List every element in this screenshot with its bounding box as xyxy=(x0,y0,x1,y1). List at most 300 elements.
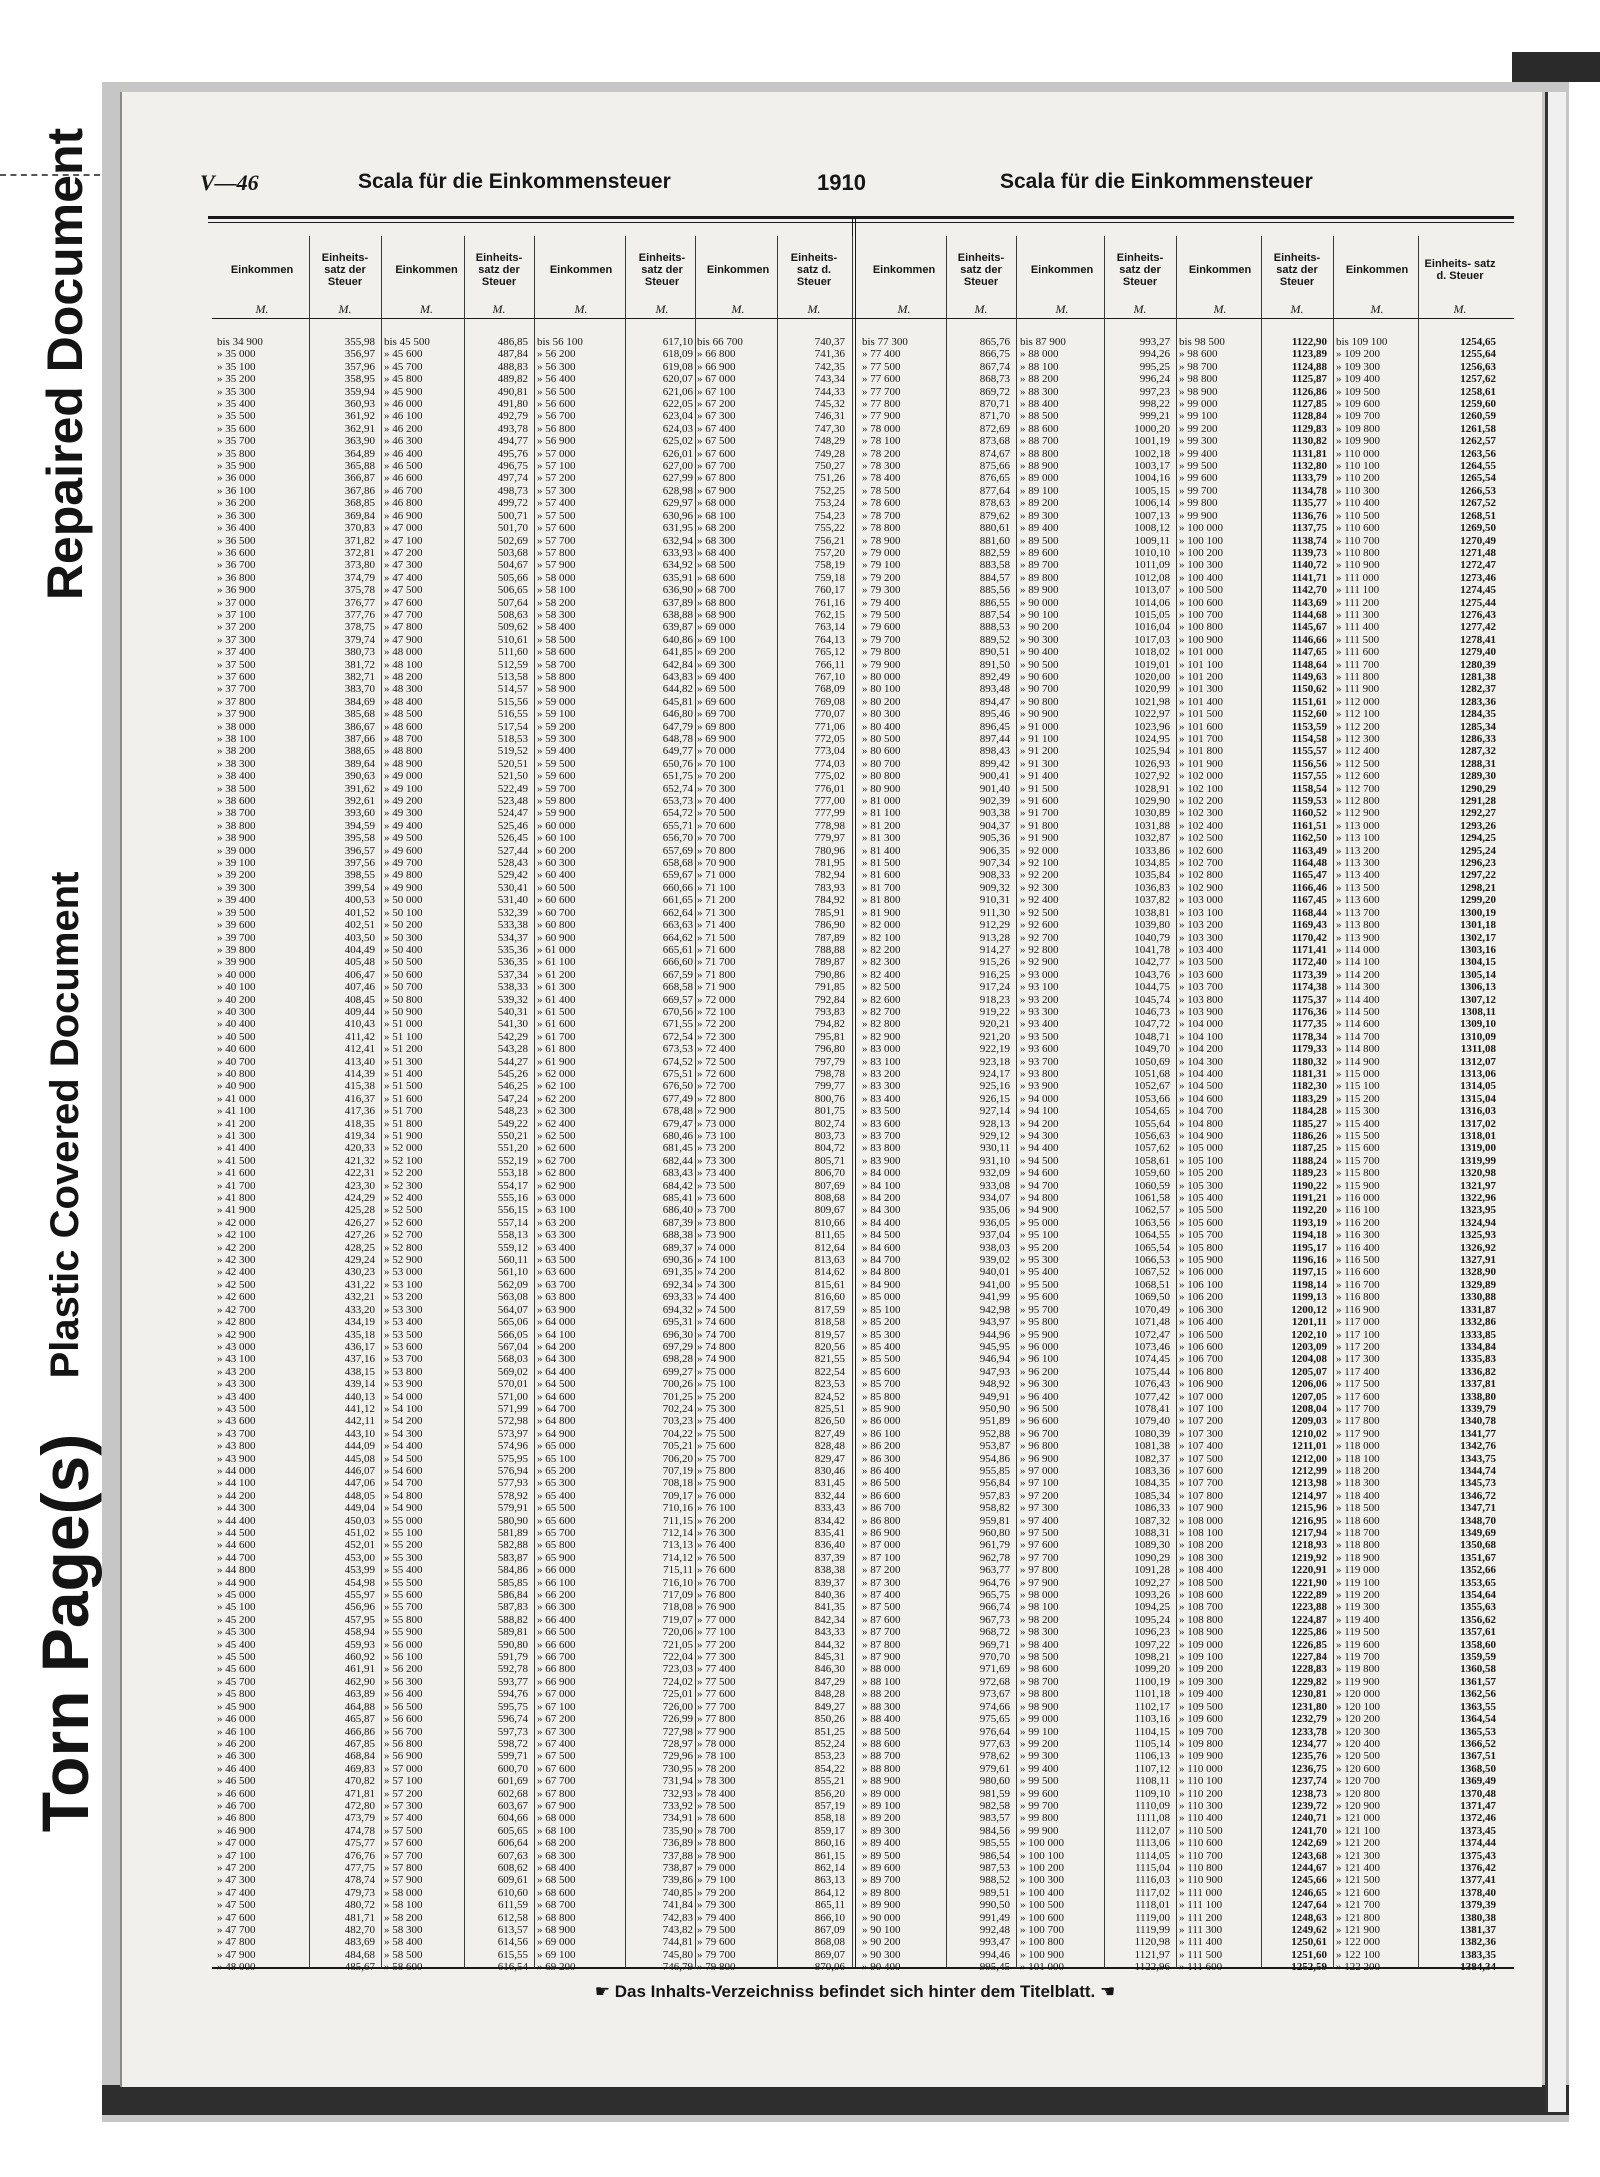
rate-cell: 803,73 xyxy=(814,1130,845,1142)
income-cell: » 104 700 xyxy=(1179,1105,1223,1118)
rate-cell: 496,75 xyxy=(497,460,528,473)
rate-cell: 584,86 xyxy=(497,1564,528,1577)
income-cell: » 106 600 xyxy=(1179,1340,1223,1353)
rate-cell: 424,29 xyxy=(344,1192,375,1205)
rate-cell: 1236,75 xyxy=(1291,1762,1327,1775)
income-cell: » 70 100 xyxy=(697,757,736,770)
rate-cell: 445,08 xyxy=(344,1452,375,1465)
income-cell: » 48 700 xyxy=(384,733,423,745)
income-cell: » 78 400 xyxy=(862,472,901,485)
rate-cell: 531,40 xyxy=(497,894,528,907)
rate-cell: 944,96 xyxy=(979,1328,1010,1341)
income-cell: » 60 100 xyxy=(537,832,576,845)
rate-cell: 1123,89 xyxy=(1291,348,1327,361)
rate-cell: 1178,34 xyxy=(1291,1030,1327,1043)
income-cell: bis 34 900 xyxy=(217,336,263,348)
income-cell: » 39 500 xyxy=(217,906,256,919)
rate-cell: 1268,51 xyxy=(1460,509,1496,522)
column-header-income: Einkommen xyxy=(230,264,294,276)
income-cell: » 118 300 xyxy=(1336,1477,1380,1490)
rate-cell: 980,60 xyxy=(979,1775,1010,1788)
income-cell: » 121 000 xyxy=(1336,1812,1380,1825)
income-cell: » 108 400 xyxy=(1179,1564,1223,1577)
income-cell: » 36 700 xyxy=(217,559,256,572)
rate-cell: 1374,44 xyxy=(1460,1837,1496,1850)
rate-cell: 620,07 xyxy=(662,373,693,386)
rate-cell: 1121,97 xyxy=(1134,1948,1170,1961)
income-cell: » 60 200 xyxy=(537,844,576,857)
income-cell: » 58 100 xyxy=(384,1899,423,1912)
income-cell: » 93 800 xyxy=(1020,1067,1059,1080)
rate-cell: 1167,45 xyxy=(1291,894,1327,907)
rate-cell: 879,62 xyxy=(979,509,1010,522)
rate-cell: 583,87 xyxy=(497,1551,528,1564)
income-cell: » 46 900 xyxy=(217,1824,256,1837)
rate-cell: 1059,60 xyxy=(1134,1167,1170,1180)
income-cell: » 112 200 xyxy=(1336,720,1380,733)
income-cell: » 71 100 xyxy=(697,881,736,894)
rate-cell: 1176,36 xyxy=(1291,1005,1327,1018)
rate-cell: 669,57 xyxy=(662,993,693,1006)
income-cell: » 52 200 xyxy=(384,1167,423,1180)
rate-cell: 1200,12 xyxy=(1291,1303,1327,1316)
income-cell: » 46 400 xyxy=(217,1762,256,1775)
income-cell: » 107 200 xyxy=(1179,1415,1223,1428)
rate-cell: 725,01 xyxy=(662,1688,693,1701)
rate-cell: 1350,68 xyxy=(1460,1539,1496,1552)
rate-cell: 366,87 xyxy=(344,472,375,485)
income-cell: » 82 700 xyxy=(862,1005,901,1018)
rate-cell: 1244,67 xyxy=(1291,1861,1327,1874)
rate-cell: 773,04 xyxy=(814,745,845,758)
rate-cell: 1216,95 xyxy=(1291,1514,1327,1527)
income-cell: » 63 800 xyxy=(537,1291,576,1304)
income-cell: » 37 900 xyxy=(217,708,256,721)
income-cell: » 36 200 xyxy=(217,497,256,510)
rate-cell: 919,22 xyxy=(979,1005,1010,1018)
rate-cell: 1367,51 xyxy=(1460,1750,1496,1763)
income-cell: » 67 200 xyxy=(537,1713,576,1726)
income-cell: » 67 600 xyxy=(697,447,736,460)
income-cell: » 57 500 xyxy=(384,1824,423,1837)
rate-cell: 539,32 xyxy=(497,993,528,1006)
rate-cell: 361,92 xyxy=(344,410,375,423)
income-cell: » 79 700 xyxy=(697,1948,736,1961)
income-cell: » 111 900 xyxy=(1336,683,1380,696)
unit-label: M. xyxy=(1290,302,1304,316)
income-cell: » 79 800 xyxy=(697,1961,736,1974)
income-cell: » 96 700 xyxy=(1020,1427,1059,1440)
income-cell: » 89 000 xyxy=(1020,472,1059,485)
income-cell: » 111 700 xyxy=(1336,658,1380,671)
income-cell: » 77 700 xyxy=(862,385,901,398)
income-cell: » 57 200 xyxy=(537,472,576,485)
rate-cell: 1128,84 xyxy=(1291,410,1327,423)
income-cell: » 110 400 xyxy=(1179,1812,1223,1825)
income-cell: » 74 700 xyxy=(697,1328,736,1341)
income-cell: » 50 400 xyxy=(384,943,423,956)
rate-cell: 784,92 xyxy=(814,894,845,907)
income-cell: » 110 900 xyxy=(1179,1874,1223,1887)
rate-cell: 777,00 xyxy=(814,795,845,808)
income-cell: » 95 600 xyxy=(1020,1291,1059,1304)
rate-cell: 362,91 xyxy=(344,422,375,435)
income-cell: » 53 400 xyxy=(384,1316,423,1329)
rate-cell: 959,81 xyxy=(979,1514,1010,1527)
income-cell: » 115 600 xyxy=(1336,1142,1380,1155)
income-cell: » 56 800 xyxy=(384,1737,423,1750)
column-divider xyxy=(1176,236,1177,1968)
income-cell: » 56 200 xyxy=(384,1663,423,1676)
income-cell: » 97 200 xyxy=(1020,1489,1059,1502)
column-header-rate: Einheits- satz der Steuer xyxy=(475,252,523,288)
income-cell: » 117 800 xyxy=(1336,1415,1380,1428)
income-cell: » 48 800 xyxy=(384,745,423,758)
rate-cell: 1345,73 xyxy=(1460,1477,1496,1490)
income-cell: » 79 400 xyxy=(862,596,901,609)
income-cell: » 75 100 xyxy=(697,1378,736,1391)
rate-cell: 1311,08 xyxy=(1460,1043,1496,1056)
rate-cell: 442,11 xyxy=(345,1415,375,1428)
income-cell: » 84 300 xyxy=(862,1204,901,1217)
rate-cell: 783,93 xyxy=(814,881,845,894)
income-cell: » 79 000 xyxy=(697,1861,736,1874)
rate-cell: 523,48 xyxy=(497,795,528,808)
rate-cell: 1119,99 xyxy=(1135,1924,1170,1936)
rate-cell: 997,23 xyxy=(1139,385,1170,398)
rate-cell: 930,11 xyxy=(980,1142,1010,1155)
income-cell: » 113 200 xyxy=(1336,844,1380,857)
income-cell: » 109 500 xyxy=(1336,385,1380,398)
income-cell: » 114 200 xyxy=(1336,968,1380,981)
rate-cell: 793,83 xyxy=(814,1005,845,1018)
rate-cell: 847,29 xyxy=(814,1675,845,1688)
rate-cell: 367,86 xyxy=(344,484,375,497)
rate-cell: 1037,82 xyxy=(1134,894,1170,907)
page-bottom-shadow xyxy=(102,2085,1569,2115)
income-cell: » 100 400 xyxy=(1179,571,1223,584)
rate-cell: 532,39 xyxy=(497,906,528,919)
rate-cell: 633,93 xyxy=(662,546,693,559)
income-cell: » 99 500 xyxy=(1020,1775,1059,1788)
rate-cell: 680,46 xyxy=(662,1130,693,1142)
income-cell: » 96 600 xyxy=(1020,1415,1059,1428)
income-cell: » 47 400 xyxy=(217,1886,256,1899)
income-cell: » 79 900 xyxy=(862,658,901,671)
rate-cell: 1319,99 xyxy=(1460,1154,1496,1167)
income-cell: » 96 100 xyxy=(1020,1353,1059,1366)
rate-cell: 869,07 xyxy=(814,1948,845,1961)
rate-cell: 587,83 xyxy=(497,1601,528,1614)
income-cell: » 93 500 xyxy=(1020,1030,1059,1043)
income-cell: » 77 400 xyxy=(697,1663,736,1676)
rate-cell: 656,70 xyxy=(662,832,693,845)
rate-cell: 945,95 xyxy=(979,1340,1010,1353)
income-cell: » 82 100 xyxy=(862,931,901,944)
income-cell: » 80 700 xyxy=(862,757,901,770)
rate-cell: 956,84 xyxy=(979,1477,1010,1490)
income-cell: » 41 200 xyxy=(217,1117,256,1130)
rate-cell: 1278,41 xyxy=(1460,633,1496,646)
income-cell: » 109 500 xyxy=(1179,1700,1223,1713)
rate-cell: 571,99 xyxy=(497,1402,528,1415)
income-cell: bis 66 700 xyxy=(697,336,743,348)
income-cell: » 43 600 xyxy=(217,1415,256,1428)
rate-cell: 1094,25 xyxy=(1134,1601,1170,1614)
income-cell: » 83 200 xyxy=(862,1067,901,1080)
rate-cell: 1149,63 xyxy=(1291,670,1327,683)
rate-cell: 478,74 xyxy=(344,1874,375,1887)
rate-cell: 1026,93 xyxy=(1134,757,1170,770)
rate-cell: 699,27 xyxy=(662,1365,693,1378)
income-cell: » 91 900 xyxy=(1020,832,1059,845)
income-cell: » 67 600 xyxy=(537,1762,576,1775)
income-cell: » 88 900 xyxy=(862,1775,901,1788)
income-cell: » 60 600 xyxy=(537,894,576,907)
income-cell: » 79 100 xyxy=(697,1874,736,1887)
rate-cell: 482,70 xyxy=(344,1924,375,1936)
income-cell: » 100 300 xyxy=(1020,1874,1064,1887)
rate-cell: 1361,57 xyxy=(1460,1675,1496,1688)
rate-cell: 739,86 xyxy=(662,1874,693,1887)
income-cell: » 79 300 xyxy=(697,1899,736,1912)
income-cell: » 65 900 xyxy=(537,1551,576,1564)
rate-cell: 746,79 xyxy=(662,1961,693,1974)
income-cell: » 48 000 xyxy=(384,646,423,659)
rate-cell: 1272,47 xyxy=(1460,559,1496,572)
income-cell: » 51 200 xyxy=(384,1043,423,1056)
rate-cell: 503,68 xyxy=(497,546,528,559)
income-cell: » 79 500 xyxy=(862,608,901,621)
rate-cell: 1241,70 xyxy=(1291,1824,1327,1837)
rate-cell: 1202,10 xyxy=(1291,1328,1327,1341)
rate-cell: 906,35 xyxy=(979,844,1010,857)
income-cell: » 122 100 xyxy=(1336,1948,1380,1961)
rate-cell: 474,78 xyxy=(344,1824,375,1837)
income-cell: » 118 500 xyxy=(1336,1502,1380,1515)
rate-cell: 1072,47 xyxy=(1134,1328,1170,1341)
rate-cell: 1031,88 xyxy=(1134,819,1170,832)
income-cell: » 108 000 xyxy=(1179,1514,1223,1527)
column-header-income: Einkommen xyxy=(872,264,936,276)
income-cell: » 121 700 xyxy=(1336,1899,1380,1912)
rate-cell: 607,63 xyxy=(497,1849,528,1862)
income-cell: » 57 300 xyxy=(537,484,576,497)
rate-cell: 782,94 xyxy=(814,869,845,882)
income-cell: » 38 100 xyxy=(217,733,256,745)
income-cell: » 43 400 xyxy=(217,1390,256,1403)
income-cell: » 83 600 xyxy=(862,1117,901,1130)
rate-cell: 1316,03 xyxy=(1460,1105,1496,1118)
income-cell: » 98 400 xyxy=(1020,1638,1059,1651)
income-cell: » 120 300 xyxy=(1336,1725,1380,1738)
rate-cell: 618,09 xyxy=(662,348,693,361)
rate-cell: 529,42 xyxy=(497,869,528,882)
rate-cell: 802,74 xyxy=(814,1117,845,1130)
rate-cell: 1357,61 xyxy=(1460,1626,1496,1639)
rate-cell: 454,98 xyxy=(344,1576,375,1589)
income-cell: » 56 100 xyxy=(384,1651,423,1664)
income-cell: » 108 300 xyxy=(1179,1551,1223,1564)
rate-cell: 543,28 xyxy=(497,1043,528,1056)
rate-cell: 555,16 xyxy=(497,1192,528,1205)
income-cell: » 68 600 xyxy=(537,1886,576,1899)
rate-cell: 419,34 xyxy=(344,1130,375,1142)
income-cell: » 96 900 xyxy=(1020,1452,1059,1465)
income-cell: » 103 800 xyxy=(1179,993,1223,1006)
rate-cell: 665,61 xyxy=(662,943,693,956)
income-cell: » 59 000 xyxy=(537,695,576,708)
income-cell: » 97 500 xyxy=(1020,1527,1059,1539)
rate-cell: 1092,27 xyxy=(1134,1576,1170,1589)
income-cell: » 85 800 xyxy=(862,1390,901,1403)
income-cell: » 58 500 xyxy=(537,633,576,646)
rate-cell: 1021,98 xyxy=(1134,695,1170,708)
rate-cell: 1036,83 xyxy=(1134,881,1170,894)
rate-cell: 810,66 xyxy=(814,1216,845,1229)
income-cell: » 85 600 xyxy=(862,1365,901,1378)
rate-cell: 933,08 xyxy=(979,1179,1010,1192)
income-cell: » 103 600 xyxy=(1179,968,1223,981)
income-cell: » 98 700 xyxy=(1179,360,1218,373)
rate-cell: 663,63 xyxy=(662,919,693,932)
rate-cell: 791,85 xyxy=(814,981,845,994)
rate-cell: 820,56 xyxy=(814,1340,845,1353)
rate-cell: 1254,65 xyxy=(1460,336,1496,348)
income-cell: » 42 000 xyxy=(217,1216,256,1229)
income-cell: » 84 600 xyxy=(862,1241,901,1254)
income-cell: » 89 000 xyxy=(862,1787,901,1800)
income-cell: » 118 900 xyxy=(1336,1551,1380,1564)
income-cell: » 59 900 xyxy=(537,807,576,820)
income-cell: » 56 300 xyxy=(384,1675,423,1688)
rate-cell: 616,54 xyxy=(497,1961,528,1974)
income-cell: » 102 100 xyxy=(1179,782,1223,795)
income-cell: » 105 400 xyxy=(1179,1192,1223,1205)
income-cell: » 43 300 xyxy=(217,1378,256,1391)
rate-cell: 982,58 xyxy=(979,1799,1010,1812)
rate-cell: 471,81 xyxy=(344,1787,375,1800)
rate-cell: 734,91 xyxy=(662,1812,693,1825)
rate-cell: 889,52 xyxy=(979,633,1010,646)
income-cell: » 58 600 xyxy=(537,646,576,659)
rate-cell: 806,70 xyxy=(814,1167,845,1180)
rate-cell: 759,18 xyxy=(814,571,845,584)
rate-cell: 395,58 xyxy=(344,832,375,845)
income-cell: » 109 900 xyxy=(1336,435,1380,448)
rate-cell: 1353,65 xyxy=(1460,1576,1496,1589)
rate-cell: 1297,22 xyxy=(1460,869,1496,882)
rate-cell: 664,62 xyxy=(662,931,693,944)
rate-cell: 708,18 xyxy=(662,1477,693,1490)
rate-cell: 928,13 xyxy=(979,1117,1010,1130)
income-cell: » 75 000 xyxy=(697,1365,736,1378)
income-cell: » 67 400 xyxy=(537,1737,576,1750)
rate-cell: 1369,49 xyxy=(1460,1775,1496,1788)
unit-label: M. xyxy=(338,302,352,316)
rate-cell: 1030,89 xyxy=(1134,807,1170,820)
income-cell: bis 77 300 xyxy=(862,336,908,348)
income-cell: » 54 500 xyxy=(384,1452,423,1465)
rate-cell: 840,36 xyxy=(814,1589,845,1602)
income-cell: » 102 400 xyxy=(1179,819,1223,832)
income-cell: » 115 900 xyxy=(1336,1179,1380,1192)
rate-cell: 1380,38 xyxy=(1460,1911,1496,1924)
rate-cell: 1027,92 xyxy=(1134,770,1170,783)
income-cell: » 95 100 xyxy=(1020,1229,1059,1242)
rate-cell: 994,46 xyxy=(979,1948,1010,1961)
income-cell: » 61 400 xyxy=(537,993,576,1006)
income-cell: » 99 400 xyxy=(1179,447,1218,460)
rate-cell: 1142,70 xyxy=(1291,584,1327,597)
rate-cell: 470,82 xyxy=(344,1775,375,1788)
income-cell: » 74 800 xyxy=(697,1340,736,1353)
income-cell: » 90 100 xyxy=(1020,608,1059,621)
income-cell: » 62 800 xyxy=(537,1167,576,1180)
rate-cell: 1304,15 xyxy=(1460,956,1496,969)
rate-cell: 1300,19 xyxy=(1460,906,1496,919)
income-cell: » 109 800 xyxy=(1179,1737,1223,1750)
income-cell: » 89 600 xyxy=(862,1861,901,1874)
income-cell: » 88 100 xyxy=(862,1675,901,1688)
rate-cell: 467,85 xyxy=(344,1737,375,1750)
rate-cell: 599,71 xyxy=(497,1750,528,1763)
income-cell: » 96 300 xyxy=(1020,1378,1059,1391)
rate-cell: 1025,94 xyxy=(1134,745,1170,758)
income-cell: » 66 100 xyxy=(537,1576,576,1589)
page-title-left: Scala für die Einkommensteuer xyxy=(358,170,671,193)
income-cell: » 88 200 xyxy=(862,1688,901,1701)
income-cell: » 74 000 xyxy=(697,1241,736,1254)
rate-cell: 832,44 xyxy=(814,1489,845,1502)
rate-cell: 745,32 xyxy=(814,398,845,411)
income-cell: » 65 400 xyxy=(537,1489,576,1502)
income-cell: » 105 700 xyxy=(1179,1229,1223,1242)
rate-cell: 822,54 xyxy=(814,1365,845,1378)
income-cell: » 57 000 xyxy=(384,1762,423,1775)
rate-cell: 552,19 xyxy=(497,1154,528,1167)
income-cell: » 77 100 xyxy=(697,1626,736,1639)
income-cell: » 121 800 xyxy=(1336,1911,1380,1924)
income-cell: » 66 000 xyxy=(537,1564,576,1577)
income-cell: » 49 700 xyxy=(384,857,423,870)
rate-cell: 1024,95 xyxy=(1134,733,1170,745)
rate-cell: 487,84 xyxy=(497,348,528,361)
rate-cell: 1153,59 xyxy=(1291,720,1327,733)
rate-cell: 596,74 xyxy=(497,1713,528,1726)
income-cell: » 120 800 xyxy=(1336,1787,1380,1800)
rate-cell: 1341,77 xyxy=(1460,1427,1496,1440)
rate-cell: 870,71 xyxy=(979,398,1010,411)
rate-cell: 939,02 xyxy=(979,1254,1010,1267)
income-cell: » 85 700 xyxy=(862,1378,901,1391)
column-divider xyxy=(1016,236,1017,1968)
rate-cell: 886,55 xyxy=(979,596,1010,609)
rate-cell: 703,23 xyxy=(662,1415,693,1428)
rate-cell: 568,03 xyxy=(497,1353,528,1366)
rate-cell: 1136,76 xyxy=(1291,509,1327,522)
rate-cell: 440,13 xyxy=(344,1390,375,1403)
rate-cell: 492,79 xyxy=(497,410,528,423)
income-cell: » 40 500 xyxy=(217,1030,256,1043)
income-column xyxy=(697,336,779,1974)
rate-cell: 655,71 xyxy=(662,819,693,832)
rate-cell: 785,91 xyxy=(814,906,845,919)
rate-cell: 1199,13 xyxy=(1291,1291,1327,1304)
rate-cell: 459,93 xyxy=(344,1638,375,1651)
rate-cell: 1073,46 xyxy=(1134,1340,1170,1353)
rate-cell: 1138,74 xyxy=(1291,534,1327,547)
